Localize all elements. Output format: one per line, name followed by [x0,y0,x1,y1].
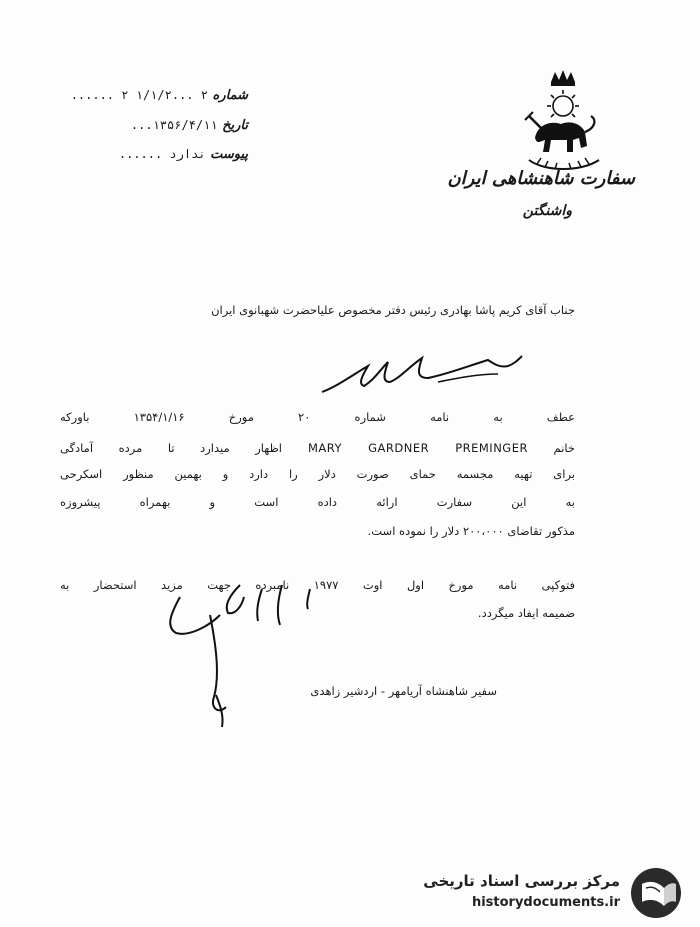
body-line-2-text: خانم MARY GARDNER PREMINGER اظهار میدارد تا مرده آمادگی [60,441,575,455]
body-line-5: مذکور تقاضای ۲۰۰،۰۰۰ دلار را نموده است. [367,524,575,538]
date-label: تاریخ [222,118,248,133]
attachment-value: ندارد ...... [118,147,206,161]
addressee-line: جناب آقای کریم پاشا بهادری رئیس دفتر مخصوص علیاحضرت شهبانوی ایران [211,303,575,317]
handwritten-signature [150,575,340,735]
archive-watermark [410,858,690,923]
body2-line-2: ضمیمه ایفاد میگردد. [477,606,575,620]
attachment-line [88,147,248,162]
number-line [70,88,248,103]
handwritten-annotation [318,352,528,400]
number-label: شماره [212,88,248,103]
body-line-1: عطف به نامه شماره ۲۰ مورخ ۱۳۵۴/۱/۱۶ باورکه [60,410,575,424]
date-line [88,118,248,133]
attachment-label: پیوست [210,147,248,162]
watermark-title: مرکز بررسی اسناد تاریخی [423,872,620,890]
signer-line: سفیر شاهنشاه آریامهر - اردشیر زاهدی [310,684,497,698]
body-line-3: برای تهیه مجسمه حمای صورت دلار را دارد و بهمین منظور اسکرحی [60,467,575,481]
lion-and-sun-emblem [515,68,625,178]
number-value: ۲ ...۱/۱/۲ ۲ ...... [70,88,208,102]
body-line-4: به این سفارت ارائه داده است و بهمراه پیشروزه [60,495,575,509]
body-line-2 [60,441,575,455]
embassy-name: سفارت شاهنشاهی ایران [447,168,635,189]
date-value: ۱۳۵۶/۴/۱۱... [130,118,218,132]
body2-line-1: فتوکپی نامه مورخ اول اوت ۱۹۷۷ نامبرده جهت مزید استحضار به [60,578,575,592]
watermark-url: historydocuments.ir [471,895,620,910]
archive-logo-icon [628,866,684,920]
embassy-city: واشنگتن [522,203,572,219]
